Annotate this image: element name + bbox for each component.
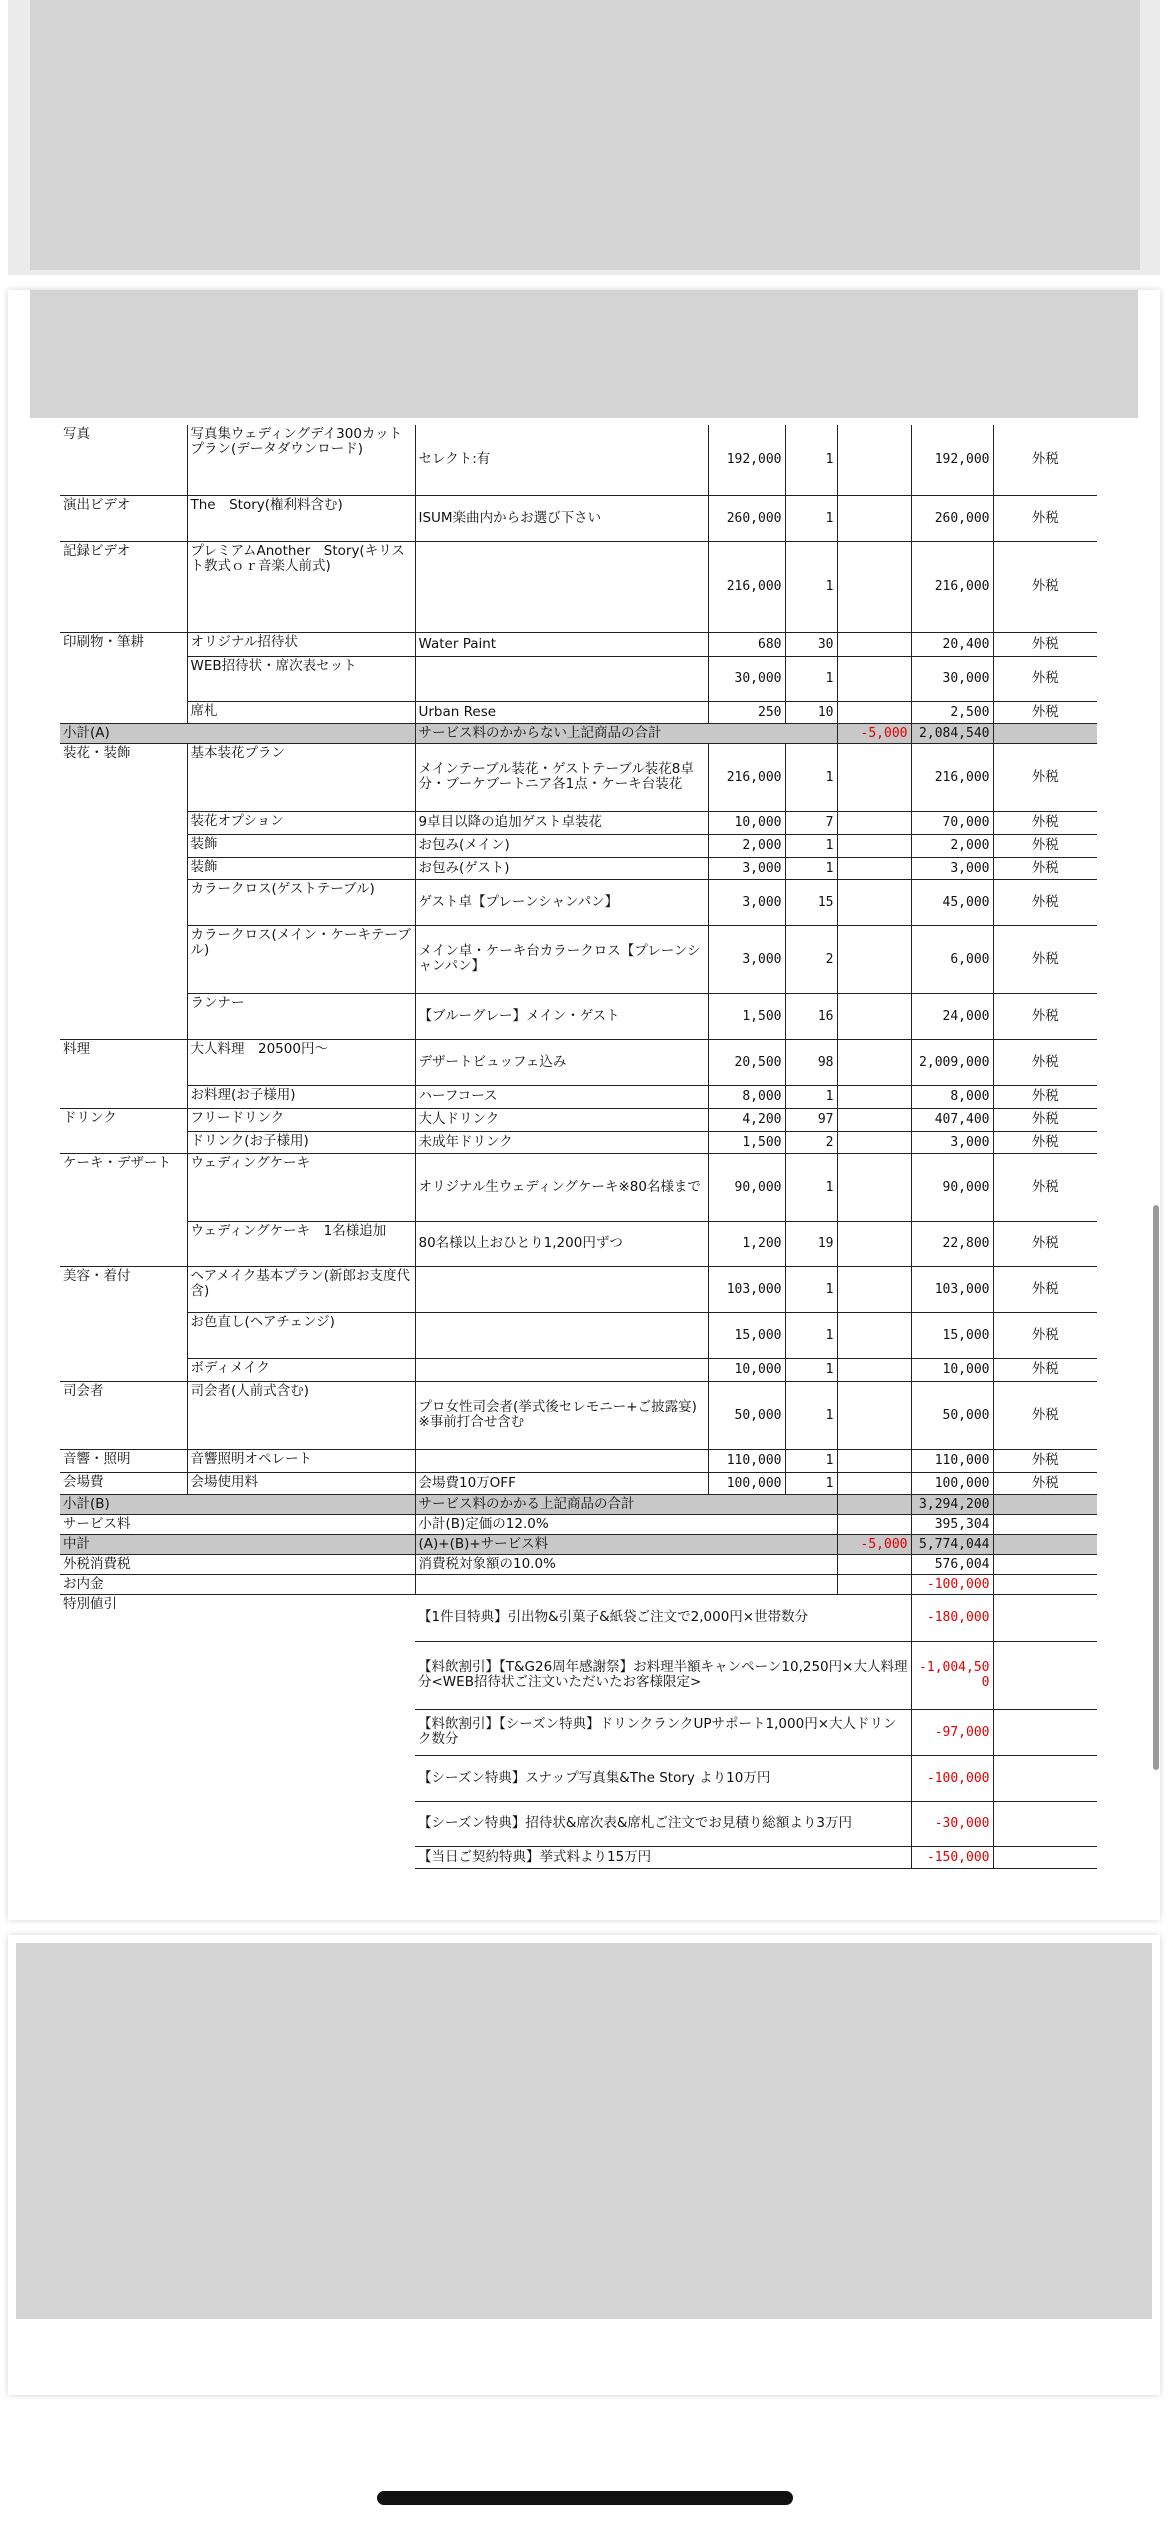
detail-cell: 大人ドリンク — [415, 1108, 708, 1131]
detail-cell: セレクト:有 — [415, 425, 708, 495]
item-name-cell: 大人料理 20500円〜 — [187, 1039, 415, 1085]
summary-label-cell: 小計(A) — [60, 723, 415, 743]
vertical-scrollbar[interactable] — [1153, 1205, 1159, 1770]
item-name-cell: フリードリンク — [187, 1108, 415, 1131]
summary-label-cell — [60, 1755, 415, 1801]
discount-cell — [837, 925, 911, 993]
home-indicator[interactable] — [377, 2491, 793, 2505]
tax-type-cell: 外税 — [993, 1085, 1097, 1108]
quantity-cell: 1 — [785, 1153, 837, 1221]
quantity-cell: 2 — [785, 1131, 837, 1153]
tax-type-cell: 外税 — [993, 811, 1097, 834]
discount-detail-cell: 【料飲割引】【T&G26周年感謝祭】お料理半額キャンペーン10,250円×大人料理分<WEB招待状ご注文いただいたお客様限定> — [415, 1641, 911, 1709]
category-cell — [60, 656, 187, 701]
detail-cell — [415, 1266, 708, 1312]
item-name-cell: お料理(お子様用) — [187, 1085, 415, 1108]
image-placeholder-header — [30, 290, 1138, 418]
summary-blank-cell — [993, 1846, 1097, 1868]
summary-label-cell: お内金 — [60, 1574, 415, 1594]
quantity-cell: 98 — [785, 1039, 837, 1085]
item-name-cell: WEB招待状・席次表セット — [187, 656, 415, 701]
category-cell — [60, 1221, 187, 1266]
summary-discount-cell — [837, 1514, 911, 1534]
estimate-row — [60, 1085, 1097, 1108]
estimate-row — [60, 1266, 1097, 1312]
amount-cell: 22,800 — [911, 1221, 993, 1266]
item-name-cell: 装花オプション — [187, 811, 415, 834]
estimate-row — [60, 857, 1097, 879]
detail-cell: ISUM楽曲内からお選び下さい — [415, 495, 708, 541]
quantity-cell: 2 — [785, 925, 837, 993]
discount-cell — [837, 1085, 911, 1108]
item-name-cell: ウェディングケーキ 1名様追加 — [187, 1221, 415, 1266]
tax-type-cell: 外税 — [993, 701, 1097, 723]
quantity-cell: 16 — [785, 993, 837, 1039]
quantity-cell: 30 — [785, 632, 837, 656]
discount-amount-cell: -180,000 — [911, 1594, 993, 1641]
estimate-row — [60, 541, 1097, 632]
unit-price-cell: 10,000 — [708, 1358, 785, 1381]
tax-type-cell: 外税 — [993, 1266, 1097, 1312]
discount-amount-cell: -100,000 — [911, 1755, 993, 1801]
detail-cell: メイン卓・ケーキ台カラークロス【プレーンシャンパン】 — [415, 925, 708, 993]
discount-cell — [837, 541, 911, 632]
summary-discount-cell: -5,000 — [837, 1534, 911, 1554]
summary-blank-cell — [993, 1494, 1097, 1514]
summary-label-cell: 中計 — [60, 1534, 415, 1554]
summary-blank-cell — [993, 1709, 1097, 1755]
summary-blank-cell — [993, 1801, 1097, 1846]
estimate-row — [60, 1381, 1097, 1449]
discount-cell — [837, 993, 911, 1039]
unit-price-cell: 30,000 — [708, 656, 785, 701]
unit-price-cell: 3,000 — [708, 857, 785, 879]
unit-price-cell: 3,000 — [708, 925, 785, 993]
quantity-cell: 1 — [785, 834, 837, 857]
discount-row — [60, 1709, 1097, 1755]
discount-cell — [837, 1381, 911, 1449]
quantity-cell: 97 — [785, 1108, 837, 1131]
category-cell — [60, 1312, 187, 1358]
summary-amount-cell: -100,000 — [911, 1574, 993, 1594]
amount-cell: 2,000 — [911, 834, 993, 857]
summary-label-cell — [60, 1846, 415, 1868]
discount-cell — [837, 834, 911, 857]
amount-cell: 20,400 — [911, 632, 993, 656]
unit-price-cell: 103,000 — [708, 1266, 785, 1312]
tax-type-cell: 外税 — [993, 1108, 1097, 1131]
unit-price-cell: 10,000 — [708, 811, 785, 834]
summary-discount-cell: -5,000 — [837, 723, 911, 743]
estimate-row — [60, 495, 1097, 541]
amount-cell: 45,000 — [911, 879, 993, 925]
detail-cell: オリジナル生ウェディングケーキ※80名様まで — [415, 1153, 708, 1221]
detail-cell: Water Paint — [415, 632, 708, 656]
unit-price-cell: 1,500 — [708, 993, 785, 1039]
discount-cell — [837, 1266, 911, 1312]
tax-type-cell: 外税 — [993, 993, 1097, 1039]
category-cell: 写真 — [60, 425, 187, 495]
subtotal-row — [60, 723, 1097, 743]
summary-amount-cell: 3,294,200 — [911, 1494, 993, 1514]
tax-type-cell: 外税 — [993, 857, 1097, 879]
amount-cell: 407,400 — [911, 1108, 993, 1131]
discount-amount-cell: -30,000 — [911, 1801, 993, 1846]
summary-discount-cell — [837, 1554, 911, 1574]
discount-detail-cell: 【当日ご契約特典】挙式料より15万円 — [415, 1846, 911, 1868]
quantity-cell: 10 — [785, 701, 837, 723]
summary-label-cell: 小計(B) — [60, 1494, 415, 1514]
item-name-cell: カラークロス(ゲストテーブル) — [187, 879, 415, 925]
amount-cell: 70,000 — [911, 811, 993, 834]
quantity-cell: 7 — [785, 811, 837, 834]
detail-cell: お包み(メイン) — [415, 834, 708, 857]
category-cell — [60, 1358, 187, 1381]
discount-cell — [837, 1131, 911, 1153]
quantity-cell: 1 — [785, 541, 837, 632]
category-cell: 料理 — [60, 1039, 187, 1085]
quantity-cell: 15 — [785, 879, 837, 925]
unit-price-cell: 1,500 — [708, 1131, 785, 1153]
estimate-row — [60, 1312, 1097, 1358]
category-cell — [60, 1085, 187, 1108]
estimate-table — [60, 425, 1097, 1869]
discount-cell — [837, 879, 911, 925]
quantity-cell: 1 — [785, 1358, 837, 1381]
category-cell: 司会者 — [60, 1381, 187, 1449]
summary-detail-cell: サービス料のかからない上記商品の合計 — [415, 723, 837, 743]
summary-label-cell — [60, 1641, 415, 1709]
unit-price-cell: 3,000 — [708, 879, 785, 925]
discount-cell — [837, 1449, 911, 1472]
quantity-cell: 1 — [785, 425, 837, 495]
amount-cell: 50,000 — [911, 1381, 993, 1449]
next-page — [8, 1935, 1160, 2395]
category-cell — [60, 925, 187, 993]
quantity-cell: 1 — [785, 1381, 837, 1449]
unit-price-cell: 15,000 — [708, 1312, 785, 1358]
amount-cell: 3,000 — [911, 1131, 993, 1153]
amount-cell: 216,000 — [911, 541, 993, 632]
item-name-cell: 司会者(人前式含む) — [187, 1381, 415, 1449]
item-name-cell: 装飾 — [187, 857, 415, 879]
item-name-cell: The Story(権利料含む) — [187, 495, 415, 541]
unit-price-cell: 1,200 — [708, 1221, 785, 1266]
amount-cell: 3,000 — [911, 857, 993, 879]
amount-cell: 260,000 — [911, 495, 993, 541]
amount-cell: 6,000 — [911, 925, 993, 993]
summary-detail-cell: サービス料のかかる上記商品の合計 — [415, 1494, 837, 1514]
discount-cell — [837, 1108, 911, 1131]
quantity-cell: 1 — [785, 743, 837, 811]
summary-blank-cell — [993, 723, 1097, 743]
category-cell: ドリンク — [60, 1108, 187, 1131]
unit-price-cell: 4,200 — [708, 1108, 785, 1131]
item-name-cell: お色直し(ヘアチェンジ) — [187, 1312, 415, 1358]
discount-cell — [837, 1221, 911, 1266]
discount-row — [60, 1755, 1097, 1801]
unit-price-cell: 680 — [708, 632, 785, 656]
summary-label-cell — [60, 1801, 415, 1846]
estimate-row — [60, 879, 1097, 925]
category-cell — [60, 857, 187, 879]
summary-blank-cell — [993, 1554, 1097, 1574]
summary-discount-cell — [837, 1494, 911, 1514]
category-cell — [60, 1131, 187, 1153]
unit-price-cell: 216,000 — [708, 743, 785, 811]
tax-type-cell: 外税 — [993, 1312, 1097, 1358]
amount-cell: 30,000 — [911, 656, 993, 701]
amount-cell: 2,009,000 — [911, 1039, 993, 1085]
unit-price-cell: 50,000 — [708, 1381, 785, 1449]
category-cell — [60, 993, 187, 1039]
category-cell: 演出ビデオ — [60, 495, 187, 541]
discount-detail-cell: 【シーズン特典】スナップ写真集&The Story より10万円 — [415, 1755, 911, 1801]
estimate-row — [60, 1039, 1097, 1085]
discount-cell — [837, 495, 911, 541]
discount-cell — [837, 656, 911, 701]
detail-cell: 未成年ドリンク — [415, 1131, 708, 1153]
category-cell: 美容・着付 — [60, 1266, 187, 1312]
discount-cell — [837, 1358, 911, 1381]
estimate-row — [60, 993, 1097, 1039]
item-name-cell: ウェディングケーキ — [187, 1153, 415, 1221]
detail-cell: Urban Rese — [415, 701, 708, 723]
summary-blank-cell — [993, 1641, 1097, 1709]
category-cell: ケーキ・デザート — [60, 1153, 187, 1221]
summary-label-cell: 特別値引 — [63, 1595, 117, 1612]
discount-cell — [837, 857, 911, 879]
amount-cell: 103,000 — [911, 1266, 993, 1312]
category-cell — [60, 834, 187, 857]
tax-type-cell: 外税 — [993, 1131, 1097, 1153]
estimate-row — [60, 656, 1097, 701]
detail-cell — [415, 541, 708, 632]
detail-cell: ハーフコース — [415, 1085, 708, 1108]
summary-blank-cell — [993, 1574, 1097, 1594]
estimate-row — [60, 1472, 1097, 1494]
tax-type-cell: 外税 — [993, 495, 1097, 541]
detail-cell — [415, 656, 708, 701]
unit-price-cell: 192,000 — [708, 425, 785, 495]
discount-cell — [837, 425, 911, 495]
item-name-cell: 基本装花プラン — [187, 743, 415, 811]
tax-type-cell: 外税 — [993, 1358, 1097, 1381]
discount-cell — [837, 811, 911, 834]
summary-amount-cell: 395,304 — [911, 1514, 993, 1534]
item-name-cell: カラークロス(メイン・ケーキテーブル) — [187, 925, 415, 993]
detail-cell: デザートビュッフェ込み — [415, 1039, 708, 1085]
summary-label-cell: サービス料 — [60, 1514, 415, 1534]
item-name-cell: 装飾 — [187, 834, 415, 857]
estimate-row — [60, 811, 1097, 834]
discount-row — [60, 1594, 1097, 1641]
summary-blank-cell — [993, 1534, 1097, 1554]
category-cell — [60, 811, 187, 834]
item-name-cell: 音響照明オペレート — [187, 1449, 415, 1472]
unit-price-cell: 2,000 — [708, 834, 785, 857]
detail-cell — [415, 1312, 708, 1358]
item-name-cell: ランナー — [187, 993, 415, 1039]
amount-cell: 15,000 — [911, 1312, 993, 1358]
estimate-row — [60, 1514, 1097, 1534]
category-cell: 印刷物・筆耕 — [60, 632, 187, 656]
tax-type-cell: 外税 — [993, 632, 1097, 656]
discount-cell — [837, 1472, 911, 1494]
detail-cell: 9卓目以降の追加ゲスト卓装花 — [415, 811, 708, 834]
unit-price-cell: 260,000 — [708, 495, 785, 541]
summary-amount-cell: 2,084,540 — [911, 723, 993, 743]
detail-cell: 【ブルーグレー】メイン・ゲスト — [415, 993, 708, 1039]
item-name-cell: ドリンク(お子様用) — [187, 1131, 415, 1153]
detail-cell: プロ女性司会者(挙式後セレモニー+ご披露宴)※事前打合せ含む — [415, 1381, 708, 1449]
summary-blank-cell — [993, 1594, 1097, 1641]
summary-detail-cell: 消費税対象額の10.0% — [415, 1554, 837, 1574]
estimate-row — [60, 1108, 1097, 1131]
discount-row — [60, 1846, 1097, 1868]
discount-cell — [837, 701, 911, 723]
quantity-cell: 1 — [785, 1266, 837, 1312]
tax-type-cell: 外税 — [993, 879, 1097, 925]
unit-price-cell: 110,000 — [708, 1449, 785, 1472]
summary-label-cell — [60, 1709, 415, 1755]
estimate-row — [60, 834, 1097, 857]
tax-type-cell: 外税 — [993, 925, 1097, 993]
quantity-cell: 1 — [785, 1085, 837, 1108]
amount-cell: 10,000 — [911, 1358, 993, 1381]
subtotal-row — [60, 1494, 1097, 1514]
category-cell: 記録ビデオ — [60, 541, 187, 632]
tax-type-cell: 外税 — [993, 1449, 1097, 1472]
category-cell: 音響・照明 — [60, 1449, 187, 1472]
amount-cell: 24,000 — [911, 993, 993, 1039]
quantity-cell: 1 — [785, 1312, 837, 1358]
item-name-cell: 写真集ウェディングデイ300カットプラン(データダウンロード) — [187, 425, 415, 495]
item-name-cell: オリジナル招待状 — [187, 632, 415, 656]
amount-cell: 8,000 — [911, 1085, 993, 1108]
tax-type-cell: 外税 — [993, 541, 1097, 632]
summary-label-cell: 外税消費税 — [60, 1554, 415, 1574]
summary-blank-cell — [993, 1755, 1097, 1801]
tax-type-cell: 外税 — [993, 1153, 1097, 1221]
category-cell — [60, 879, 187, 925]
summary-amount-cell: 576,004 — [911, 1554, 993, 1574]
estimate-table-body — [60, 425, 1097, 1868]
discount-row — [60, 1641, 1097, 1709]
unit-price-cell: 100,000 — [708, 1472, 785, 1494]
discount-detail-cell: 【料飲割引】【シーズン特典】ドリンクランクUPサポート1,000円×大人ドリンク数分 — [415, 1709, 911, 1755]
amount-cell: 110,000 — [911, 1449, 993, 1472]
item-name-cell: プレミアムAnother Story(キリスト教式ｏｒ音楽人前式) — [187, 541, 415, 632]
amount-cell: 216,000 — [911, 743, 993, 811]
estimate-row — [60, 1574, 1097, 1594]
tax-type-cell: 外税 — [993, 1221, 1097, 1266]
summary-blank-cell — [993, 1514, 1097, 1534]
quantity-cell: 1 — [785, 656, 837, 701]
unit-price-cell: 20,500 — [708, 1039, 785, 1085]
amount-cell: 100,000 — [911, 1472, 993, 1494]
summary-detail-cell: 小計(B)定価の12.0% — [415, 1514, 837, 1534]
discount-amount-cell: -97,000 — [911, 1709, 993, 1755]
estimate-row — [60, 1131, 1097, 1153]
detail-cell: 会場費10万OFF — [415, 1472, 708, 1494]
category-cell — [60, 701, 187, 723]
unit-price-cell: 8,000 — [708, 1085, 785, 1108]
category-cell: 会場費 — [60, 1472, 187, 1494]
discount-cell — [837, 743, 911, 811]
summary-amount-cell: 5,774,044 — [911, 1534, 993, 1554]
discount-detail-cell: 【シーズン特典】招待状&席次表&席札ご注文でお見積り総額より3万円 — [415, 1801, 911, 1846]
detail-cell: メインテーブル装花・ゲストテーブル装花8卓分・ブーケブートニア各1点・ケーキ台装花 — [415, 743, 708, 811]
estimate-row — [60, 632, 1097, 656]
tax-type-cell: 外税 — [993, 425, 1097, 495]
discount-cell — [837, 632, 911, 656]
summary-discount-cell — [837, 1574, 911, 1594]
item-name-cell: ヘアメイク基本プラン(新郎お支度代含) — [187, 1266, 415, 1312]
discount-cell — [837, 1153, 911, 1221]
unit-price-cell: 90,000 — [708, 1153, 785, 1221]
quantity-cell: 1 — [785, 495, 837, 541]
amount-cell: 192,000 — [911, 425, 993, 495]
summary-detail-cell: (A)+(B)+サービス料 — [415, 1534, 837, 1554]
image-placeholder-top-previous — [30, 0, 1140, 270]
amount-cell: 2,500 — [911, 701, 993, 723]
tax-type-cell: 外税 — [993, 1039, 1097, 1085]
image-placeholder-next — [16, 1943, 1152, 2319]
estimate-row — [60, 1449, 1097, 1472]
tax-type-cell: 外税 — [993, 1472, 1097, 1494]
subtotal-row — [60, 1534, 1097, 1554]
detail-cell — [415, 1358, 708, 1381]
amount-cell: 90,000 — [911, 1153, 993, 1221]
estimate-row — [60, 925, 1097, 993]
detail-cell: ゲスト卓【プレーンシャンパン】 — [415, 879, 708, 925]
estimate-row — [60, 1221, 1097, 1266]
quantity-cell: 1 — [785, 1449, 837, 1472]
discount-amount-cell: -150,000 — [911, 1846, 993, 1868]
estimate-row — [60, 425, 1097, 495]
category-cell: 装花・装飾 — [60, 743, 187, 811]
tax-type-cell: 外税 — [993, 656, 1097, 701]
summary-detail-cell — [415, 1574, 837, 1594]
tax-type-cell: 外税 — [993, 1381, 1097, 1449]
quantity-cell: 19 — [785, 1221, 837, 1266]
discount-amount-cell: -1,004,500 — [911, 1641, 993, 1709]
tax-type-cell: 外税 — [993, 834, 1097, 857]
item-name-cell: 席札 — [187, 701, 415, 723]
detail-cell: 80名様以上おひとり1,200円ずつ — [415, 1221, 708, 1266]
detail-cell: お包み(ゲスト) — [415, 857, 708, 879]
item-name-cell: ボディメイク — [187, 1358, 415, 1381]
discount-detail-cell: 【1件目特典】引出物&引菓子&紙袋ご注文で2,000円×世帯数分 — [415, 1594, 911, 1641]
quantity-cell: 1 — [785, 857, 837, 879]
discount-row — [60, 1801, 1097, 1846]
unit-price-cell: 250 — [708, 701, 785, 723]
quantity-cell: 1 — [785, 1472, 837, 1494]
estimate-row — [60, 743, 1097, 811]
discount-cell — [837, 1312, 911, 1358]
tax-type-cell: 外税 — [993, 743, 1097, 811]
detail-cell — [415, 1449, 708, 1472]
estimate-row — [60, 1554, 1097, 1574]
item-name-cell: 会場使用料 — [187, 1472, 415, 1494]
estimate-row — [60, 701, 1097, 723]
discount-cell — [837, 1039, 911, 1085]
unit-price-cell: 216,000 — [708, 541, 785, 632]
estimate-row — [60, 1358, 1097, 1381]
estimate-row — [60, 1153, 1097, 1221]
